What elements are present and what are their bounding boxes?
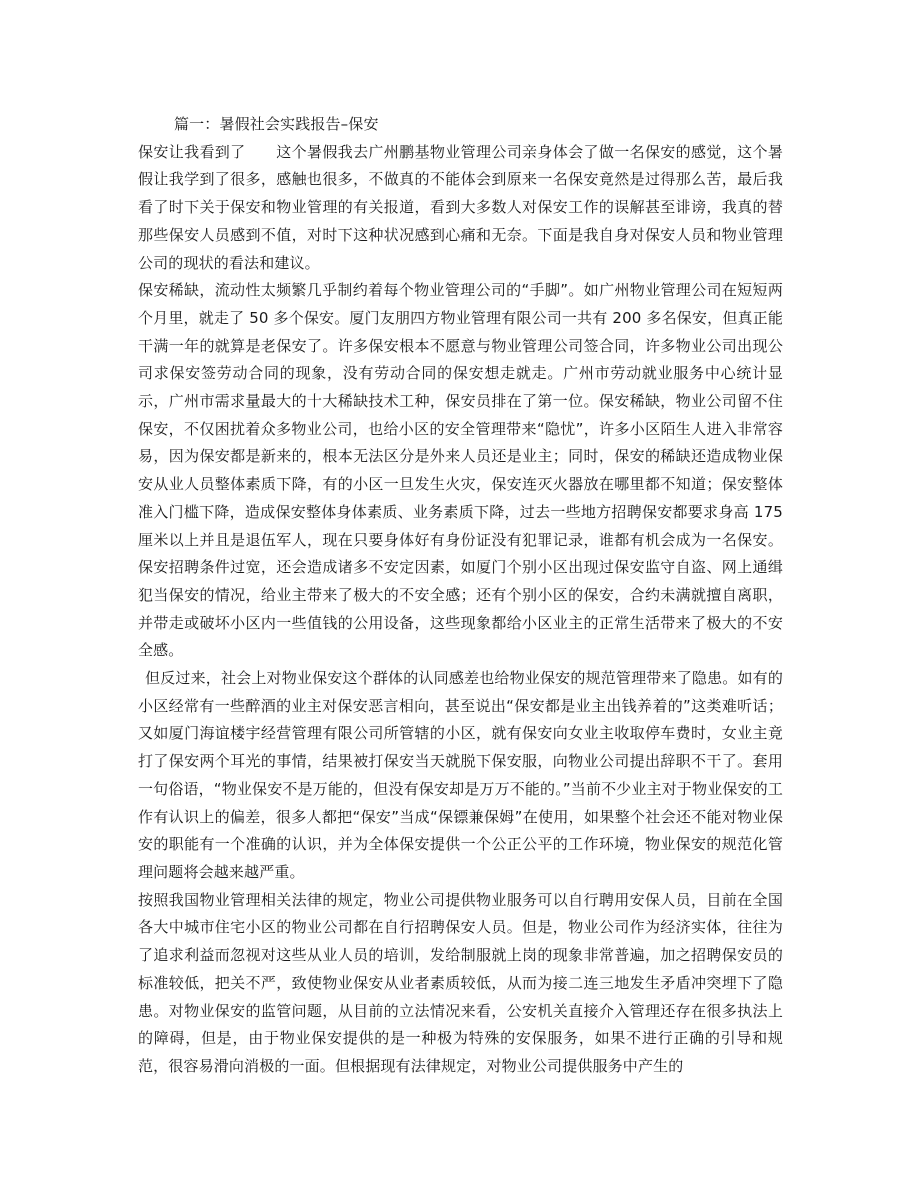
paragraph-intro: 保安让我看到了 这个暑假我去广州鹏基物业管理公司亲身体会了做一名保安的感觉，这个暑假让我学到了很多，感触也很多，不做真的不能体会到原来一名保安竟然是过得那么苦，最后我看了时下关于保安和物业管理的有关报道，看到大多数人对保安工作的误解甚至诽谤，我真的替那些保安人员感到不值，对时下这种状况感到心痛和无奈。下面是我自身对保安人员和物业管理公司的现状的看法和建议。 [138,142,783,272]
paragraph-scarcity: 保安稀缺，流动性太频繁几乎制约着每个物业管理公司的“手脚”。如广州物业管理公司在短短两个月里，就走了 50 多个保安。厦门友朋四方物业管理有限公司一共有 200 多名保安，但真正能干满一年的就算是老保安了。许多保安根本不愿意与物业管理公司签合同，许多物业公司出现公司求保安签劳动合同的现象，没有劳动合同的保安想走就走。广州市劳动就业服务中心统计显示，广州市需求量最大的十大稀缺技术工种，保安员排在了第一位。保安稀缺，物业公司留不住保安，不仅困扰着众多物业公司，也给小区的安全管理带来“隐忧”，许多小区陌生人进入非常容易，因为保安都是新来的，根本无法区分是外来人员还是业主；同时，保安的稀缺还造成物业保安从业人员整体素质下降，有的小区一旦发生火灾，保安连灭火器放在哪里都不知道；保安整体准入门槛下降，造成保安整体身体素质、业务素质下降，过去一些地方招聘保安都要求身高 175 厘米以上并且是退伍军人，现在只要身体好有身份证没有犯罪记录，谁都有机会成为一名保安。保安招聘条件过宽，还会造成诸多不安定因素，如厦门个别小区出现过保安监守自盗、网上通缉犯当保安的情况，给业主带来了极大的不安全感；还有个别小区的保安，合约未满就擅自离职，并带走或破坏小区内一些值钱的公用设备，这些现象都给小区业主的正常生活带来了极大的不安全感。 [138,281,783,660]
document-body [138,111,783,1081]
paragraph-regulation: 按照我国物业管理相关法律的规定，物业公司提供物业服务可以自行聘用安保人员，目前在全国各大中城市住宅小区的物业公司都在自行招聘保安人员。但是，物业公司作为经济实体，往往为了追求利益而忽视对这些从业人员的培训，发给制服就上岗的现象非常普遍，加之招聘保安员的标准较低，把关不严，致使物业保安从业者素质较低，从而为接二连三地发生矛盾冲突埋下了隐患。对物业保安的监管问题，从目前的立法情况来看，公安机关直接介入管理还存在很多执法上的障碍，但是，由于物业保安提供的是一种极为特殊的安保服务，如果不进行正确的引导和规范，很容易滑向消极的一面。但根据现有法律规定，对物业公司提供服务中产生的 [138,890,783,1075]
document-title: 篇一：暑假社会实践报告–保安 [174,115,379,133]
paragraph-recognition: 但反过来，社会上对物业保安这个群体的认同感差也给物业保安的规范管理带来了隐患。如有的小区经常有一些醉酒的业主对保安恶言相向，甚至说出“保安都是业主出钱养着的”这类难听话；又如厦门海谊楼宇经营管理有限公司所管辖的小区，就有保安向女业主收取停车费时，女业主竟打了保安两个耳光的事情，结果被打保安当天就脱下保安服，向物业公司提出辞职不干了。套用一句俗语，“物业保安不是万能的，但没有保安却是万万不能的。”当前不少业主对于物业保安的工作有认识上的偏差，很多人都把“保安”当成“保镖兼保姆”在使用，如果整个社会还不能对物业保安的职能有一个准确的认识，并为全体保安提供一个公正公平的工作环境，物业保安的规范化管理问题将会越来越严重。 [138,669,783,881]
